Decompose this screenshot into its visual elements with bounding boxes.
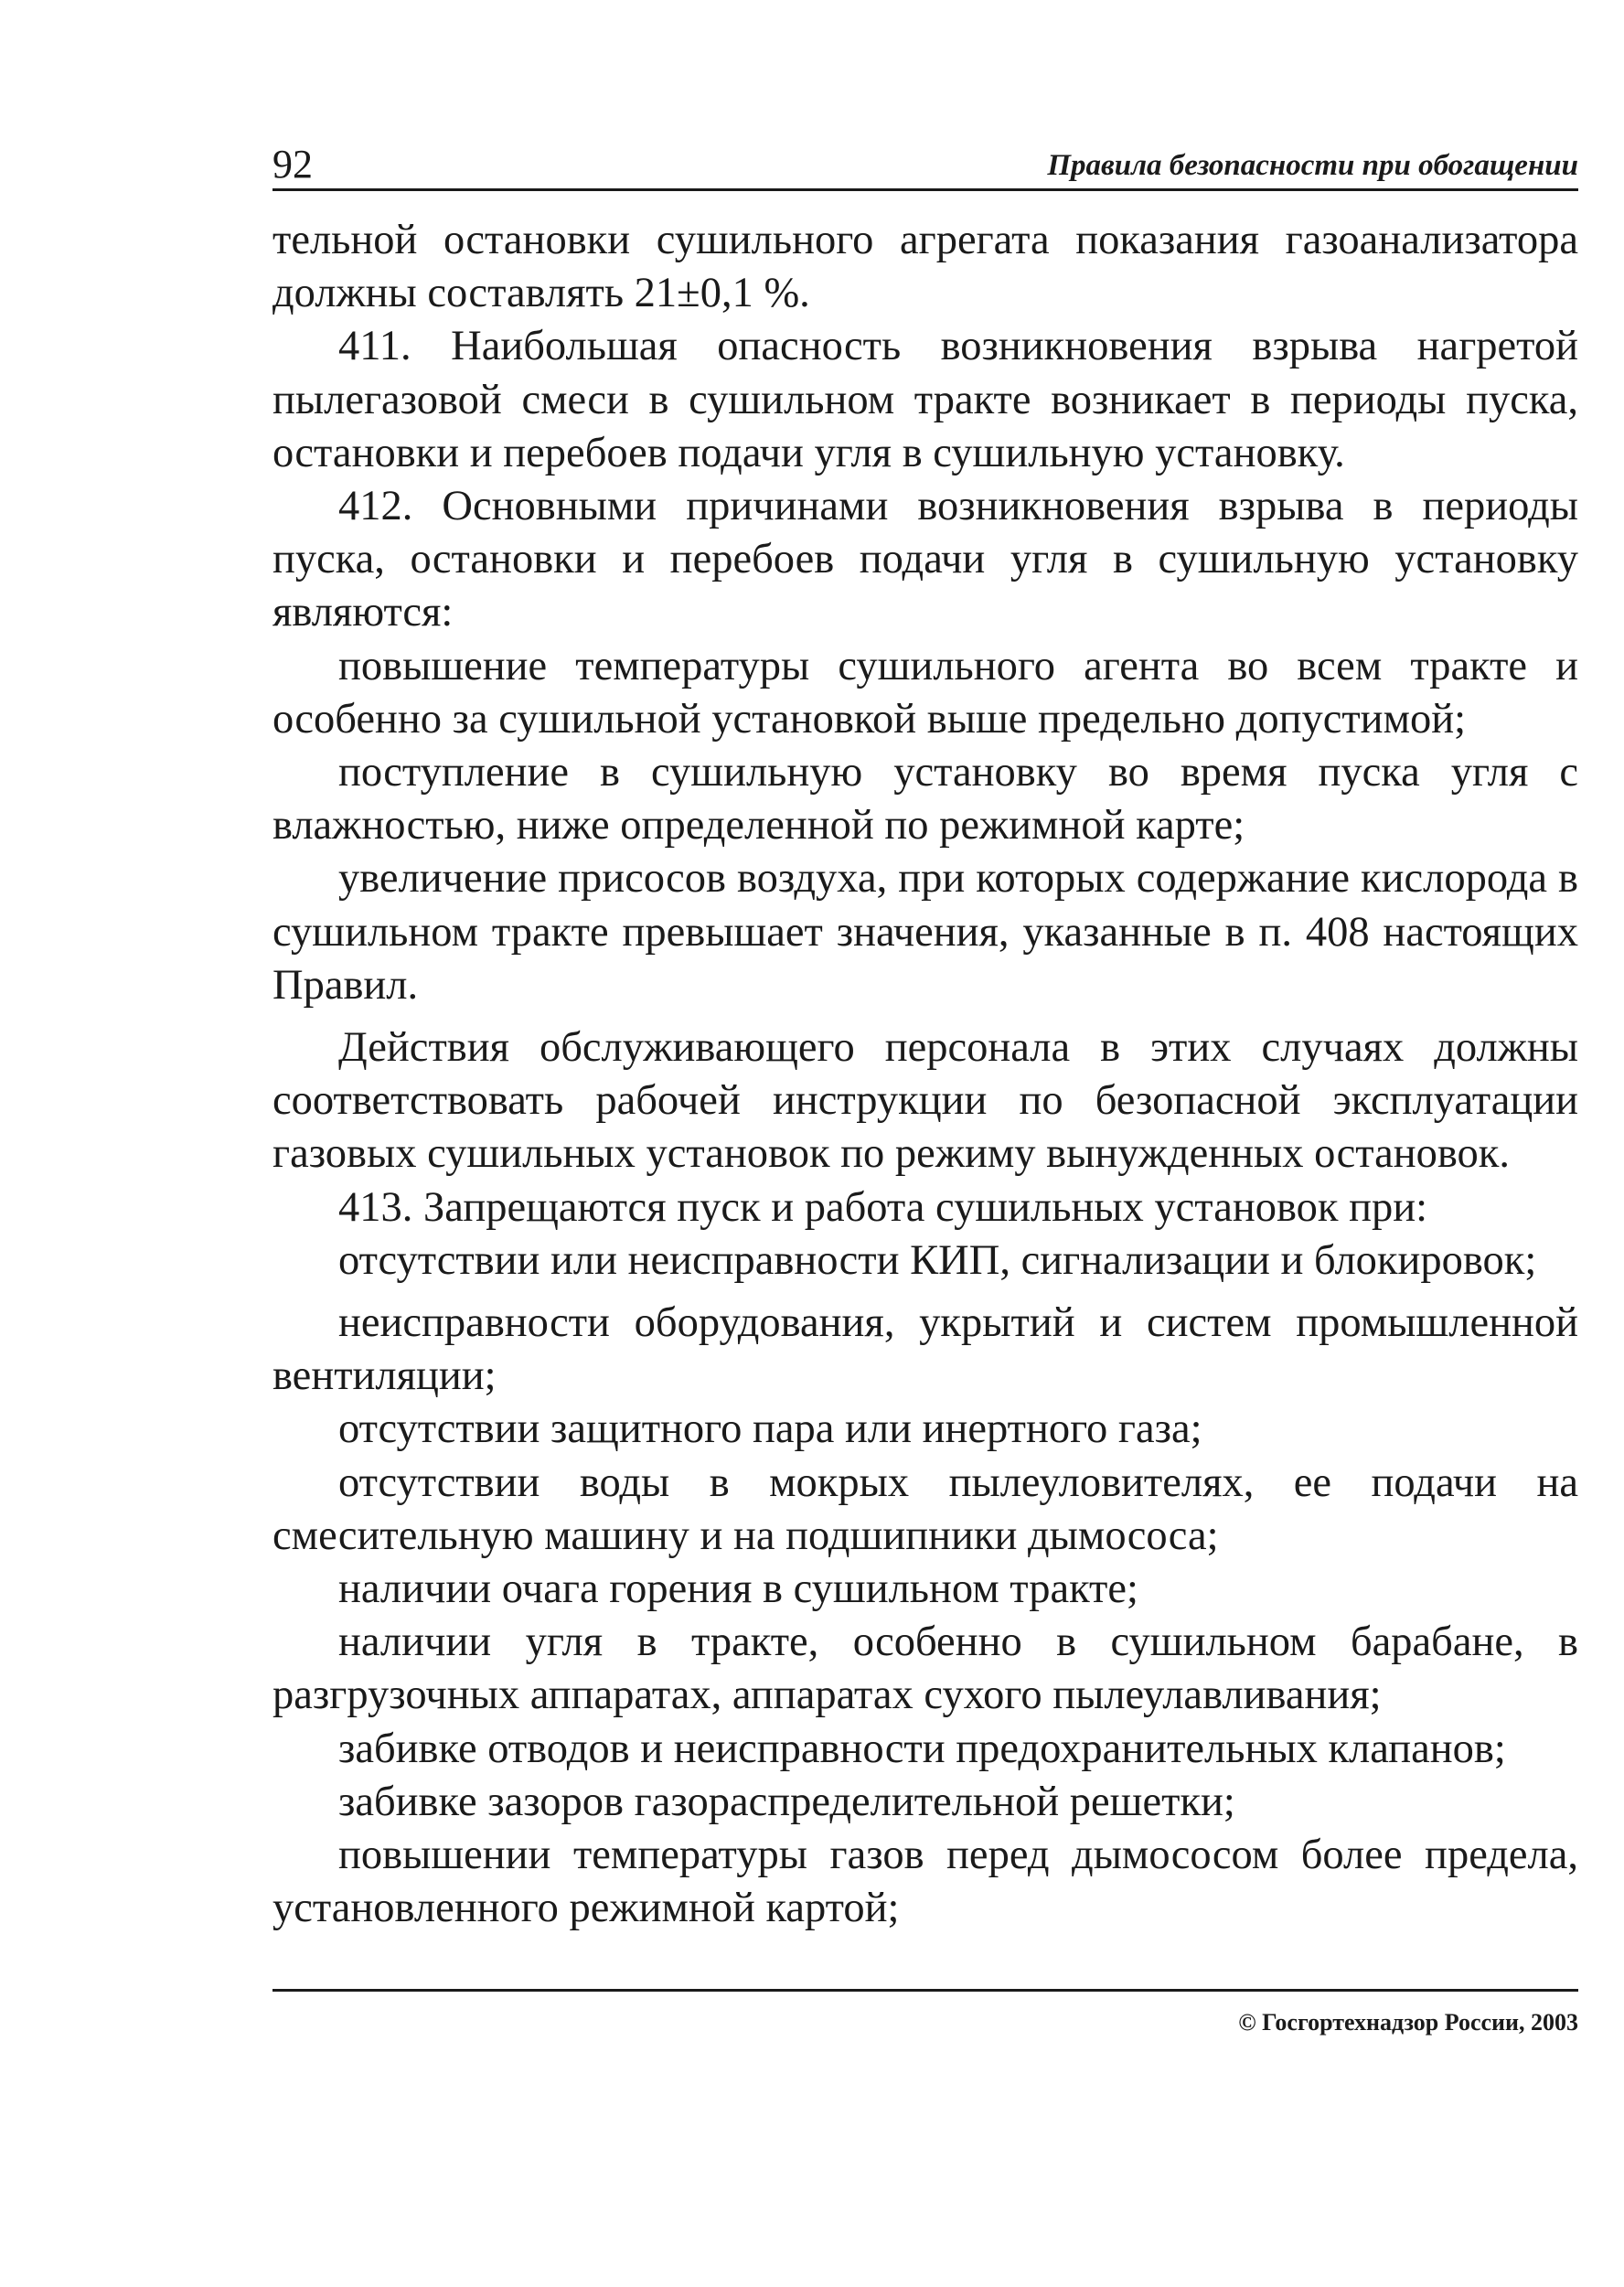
list-item-coal: наличии угля в тракте, особенно в сушильном барабане, в разгрузочных аппаратах, аппаратах сухого пылеулавливания;: [272, 1619, 1578, 1719]
page-header: [272, 143, 1578, 191]
list-item-moisture: поступление в сушильную установку во время пуска угля с влажностью, ниже определенной по режимной карте;: [272, 749, 1578, 850]
list-item-temperature: повышение температуры сушильного агента во всем тракте и особенно за сушильной установкой выше предельно допустимой;: [272, 642, 1578, 743]
page-number: 92: [272, 142, 313, 187]
list-item-fire: наличии очага горения в сушильном тракте;: [338, 1566, 1138, 1613]
body-text: [272, 214, 1578, 1936]
list-item-grate: забивке зазоров газораспределительной решетки;: [338, 1778, 1235, 1825]
paragraph-staff-actions: Действия обслуживающего персонала в этих случаях должны соответствовать рабочей инструкции по безопасной эксплуатации газовых сушильных установок по режиму вынужденных остановок.: [272, 1024, 1578, 1178]
list-item-air-leaks: увеличение присосов воздуха, при которых содержание кислорода в сушильном тракте превышает значения, указанные в п. 408 настоящих Правил.: [272, 855, 1578, 1009]
footer-rule: [272, 1989, 1578, 1992]
footer-copyright: © Госгортехнадзор России, 2003: [1238, 2009, 1578, 2036]
running-title: Правила безопасности при обогащении: [1047, 149, 1578, 182]
list-item-gas-temperature: повышении температуры газов перед дымососом более предела, установленного режимной картой;: [272, 1832, 1578, 1932]
list-item-instrumentation: отсутствии или неисправности КИП, сигнализации и блокировок;: [338, 1236, 1537, 1284]
list-item-valves: забивке отводов и неисправности предохранительных клапанов;: [338, 1725, 1506, 1772]
paragraph-continuation: тельной остановки сушильного агрегата показания газоанализатора должны составлять 21±0,1 %.: [272, 217, 1578, 317]
list-item-inert-gas: отсутствии защитного пара или инертного газа;: [338, 1405, 1202, 1453]
paragraph-413: 413. Запрещаются пуск и работа сушильных установок при:: [338, 1183, 1428, 1231]
paragraph-412: 412. Основными причинами возникновения взрыва в периоды пуска, остановки и перебоев подачи угля в сушильную установку являются:: [272, 483, 1578, 636]
list-item-equipment: неисправности оборудования, укрытий и систем промышленной вентиляции;: [272, 1299, 1578, 1400]
paragraph-411: 411. Наибольшая опасность возникновения взрыва нагретой пылегазовой смеси в сушильном тракте возникает в периоды пуска, остановки и перебоев подачи угля в сушильную установку.: [272, 323, 1578, 476]
list-item-water: отсутствии воды в мокрых пылеуловителях, ее подачи на смесительную машину и на подшипники дымососа;: [272, 1459, 1578, 1559]
